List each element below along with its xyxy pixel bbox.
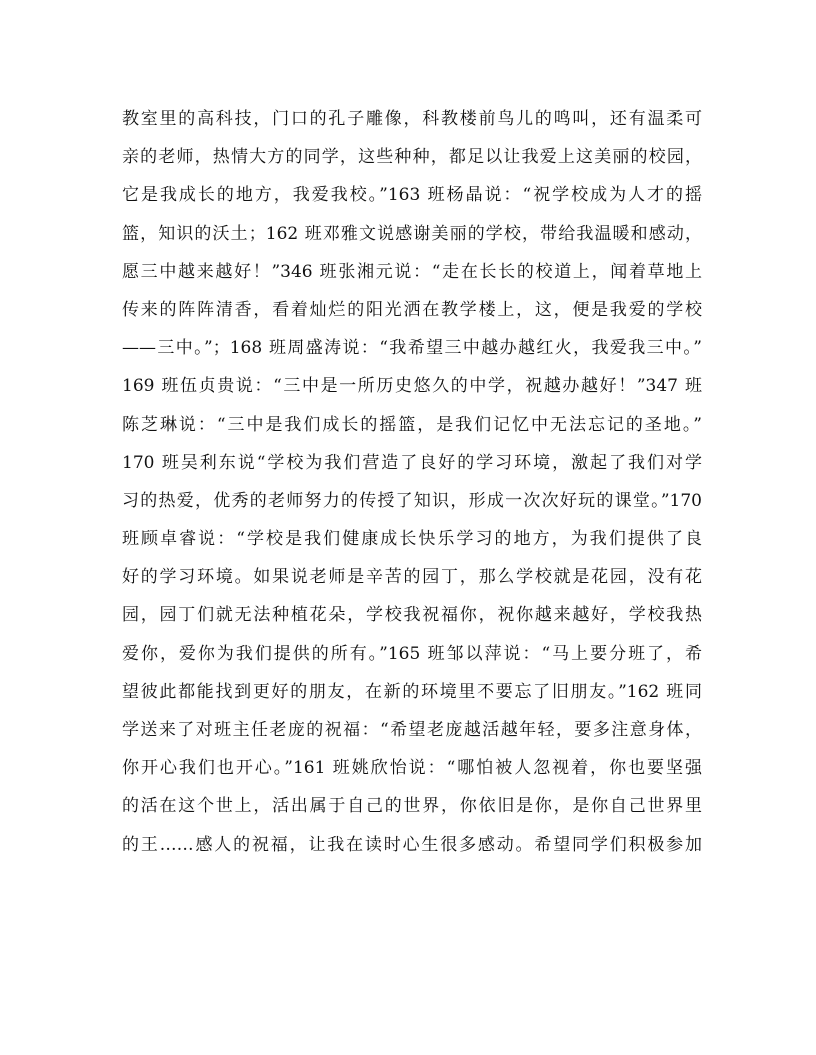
text-line: 篮，知识的沃土；162 班邓雅文说感谢美丽的学校，带给我温暖和感动， (122, 223, 702, 244)
text-line: 亲的老师，热情大方的同学，这些种种，都足以让我爱上这美丽的校园， (122, 147, 702, 168)
text-line: 爱你，爱你为我们提供的所有。”165 班邹以萍说：“马上要分班了，希 (122, 643, 702, 664)
text-line: 望彼此都能找到更好的朋友，在新的环境里不要忘了旧朋友。”162 班同 (122, 681, 702, 702)
text-line: ——三中。”；168 班周盛涛说：“我希望三中越办越红火，我爱我三中。” (122, 338, 702, 359)
text-line: 园，园丁们就无法种植花朵，学校我祝福你，祝你越来越好，学校我热 (122, 605, 702, 626)
text-line: 170 班吴利东说“学校为我们营造了良好的学习环境，激起了我们对学 (122, 452, 702, 473)
text-line: 班顾卓睿说：“学校是我们健康成长快乐学习的地方，为我们提供了良 (122, 529, 702, 550)
text-line: 教室里的高科技，门口的孔子雕像，科教楼前鸟儿的鸣叫，还有温柔可 (122, 109, 702, 129)
text-line: 169 班伍贞贵说：“三中是一所历史悠久的中学，祝越办越好！”347 班 (122, 376, 702, 397)
text-line: 传来的阵阵清香，看着灿烂的阳光洒在教学楼上，这，便是我爱的学校 (122, 299, 702, 320)
text-line: 陈芝琳说：“三中是我们成长的摇篮，是我们记忆中无法忘记的圣地。” (122, 414, 702, 435)
text-line: 好的学习环境。如果说老师是辛苦的园丁，那么学校就是花园，没有花 (122, 567, 702, 588)
text-line: 学送来了对班主任老庞的祝福：“希望老庞越活越年轻，要多注意身体， (122, 720, 702, 740)
text-line: 你开心我们也开心。”161 班姚欣怡说：“哪怕被人忽视着，你也要坚强 (122, 758, 702, 779)
text-line: 它是我成长的地方，我爱我校。”163 班杨晶说：“祝学校成为人才的摇 (122, 185, 702, 206)
text-line: 的王……感人的祝福，让我在读时心生很多感动。希望同学们积极参加 (122, 834, 702, 855)
body-text (122, 100, 702, 864)
text-line: 习的热爱，优秀的老师努力的传授了知识，形成一次次好玩的课堂。”170 (122, 490, 702, 511)
text-line: 愿三中越来越好！”346 班张湘元说：“走在长长的校道上，闻着草地上 (122, 261, 702, 282)
text-line: 的活在这个世上，活出属于自己的世界，你依旧是你，是你自己世界里 (122, 796, 702, 817)
